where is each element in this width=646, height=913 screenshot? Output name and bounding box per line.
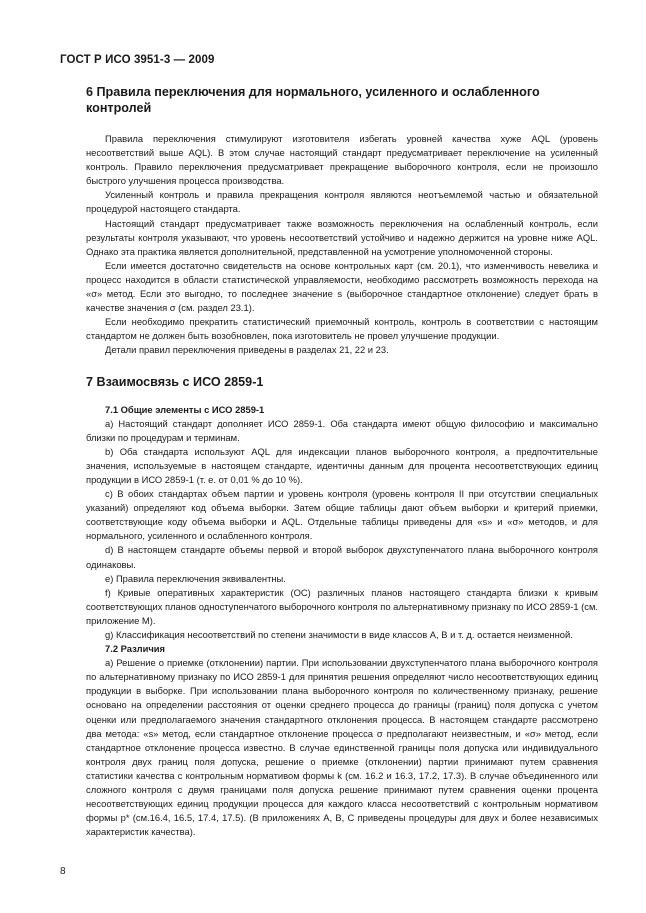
section-6-paragraph: Если имеется достаточно свидетельств на основе контрольных карт (см. 20.1), что изменчивость невелика и процесс находится в области статистической управляемости, необходимо рассмотреть возможность перехода на «σ» метод. Если это выгодно, то последнее значение s (выборочное стандартное отклонение) следует брать в качестве значения σ (см. раздел 23.1). [86, 259, 598, 314]
subsection-7-1-item: d) В настоящем стандарте объемы первой и второй выборок двухступенчатого плана выборочного контроля одинаковы. [86, 544, 598, 570]
subsection-7-2-title: 7.2 Различия [105, 643, 166, 655]
subsection-7-1-item: с) В обоих стандартах объем партии и уровень контроля (уровень контроля II при отсутствии специальных указаний) определяют код объема выборки. Затем общие таблицы дают объем выборки и критерий приемки, соответствующие коду объема выборки и AQL. Отдельные таблицы приведены для «s» и «σ» методов, и для нормального, усиленного и ослабленного контроля. [86, 488, 598, 542]
page-number: 8 [60, 866, 66, 877]
standard-header: ГОСТ Р ИСО 3951-3 — 2009 [60, 54, 215, 66]
section-6-paragraph: Если необходимо прекратить статистический приемочный контроль, контроль в соответствии с настоящим стандартом не должен быть возобновлен, пока изготовитель не провел улучшение продукции. [86, 316, 598, 342]
subsection-7-2-item: а) Решение о приемке (отклонении) партии. При использовании двухступенчатого плана выборочного контроля по альтернативному признаку по ИСО 2859-1 для принятия решения определяют число несоответствующих единиц продукции в выборке. При использовании плана выборочного контроля по количественному признаку, решение основано на определении расстояния от оценки среднего процесса до границы (границ) поля допуска с учетом оценки или предполагаемого значения стандартного отклонения процесса. В настоящем стандарте рассмотрено два метода: «s» метод, если стандартное отклонение процесса σ предполагают неизвестным, и «σ» метод, если стандартное отклонение процесса известно. В случае единственной границы поля допуска или индивидуального контроля двух границ поля допуска, решение о приемке (отклонении) партии принимают путем сравнения статистики качества с контрольным нормативом формы k (см. 16.2 и 16.3, 17.2, 17.3). В случае объединенного или сложного контроля с двумя границами поля допуска решение принимают путем сравнения оценки процента несоответствующих единиц продукции процесса для каждого класса несоответствий с контрольным нормативом формы p* (см.16.4, 16.5, 17.4, 17.5). (В приложениях А, В, С приведены процедуры для двух и более независимых характеристик качества). [86, 657, 598, 838]
section-6-title: 6 Правила переключения для нормального, усиленного и ослабленного контролей [86, 85, 540, 115]
subsection-7-1-item: е) Правила переключения эквивалентны. [105, 572, 286, 584]
section-6-paragraph: Усиленный контроль и правила прекращения контроля являются неотъемлемой частью и обязательной процедурой настоящего стандарта. [86, 189, 598, 215]
subsection-7-1-title: 7.1 Общие элементы с ИСО 2859-1 [105, 403, 265, 415]
section-6-paragraph: Правила переключения стимулируют изготовителя избегать уровней качества хуже AQL (уровень несоответствий выше AQL). В этом случае настоящий стандарт предусматривает переключение на усиленный контроль. Правило переключения предусматривает прекращение выборочного контроля, если не произошло быстрого улучшения процесса производства. [86, 133, 598, 187]
section-6-paragraph: Настоящий стандарт предусматривает также возможность переключения на ослабленный контроль, если результаты контроля указывают, что уровень несоответствий устойчиво и надежно держится на уровне ниже AQL. Однако эта практика является дополнительной, представленной на усмотрение уполномоченной стороны. [86, 217, 598, 257]
section-7-title: 7 Взаимосвязь с ИСО 2859-1 [86, 374, 264, 389]
page-content [86, 78, 598, 839]
subsection-7-1-item: g) Классификация несоответствий по степени значимости в виде классов А, В и т. д. остается неизменной. [105, 629, 573, 640]
subsection-7-1-item: f) Кривые оперативных характеристик (ОС) различных планов настоящего стандарта близки к кривым соответствующих планов одноступенчатого выборочного контроля по альтернативному признаку по ИСО 2859-1 (см. приложение М). [86, 586, 599, 626]
subsection-7-1-item: b) Оба стандарта используют AQL для индексации планов выборочного контроля, а предпочтительные значения, используемые в настоящем стандарте, идентичны данным для процента несоответствующих единиц продукции в ИСО 2859-1 (т. е. от 0,01 % до 10 %). [86, 445, 598, 485]
subsection-7-1-item: а) Настоящий стандарт дополняет ИСО 2859-1. Оба стандарта имеют общую философию и максимально близки по процедурам и терминам. [86, 417, 598, 443]
section-6-paragraph: Детали правил переключения приведены в разделах 21, 22 и 23. [105, 344, 389, 356]
